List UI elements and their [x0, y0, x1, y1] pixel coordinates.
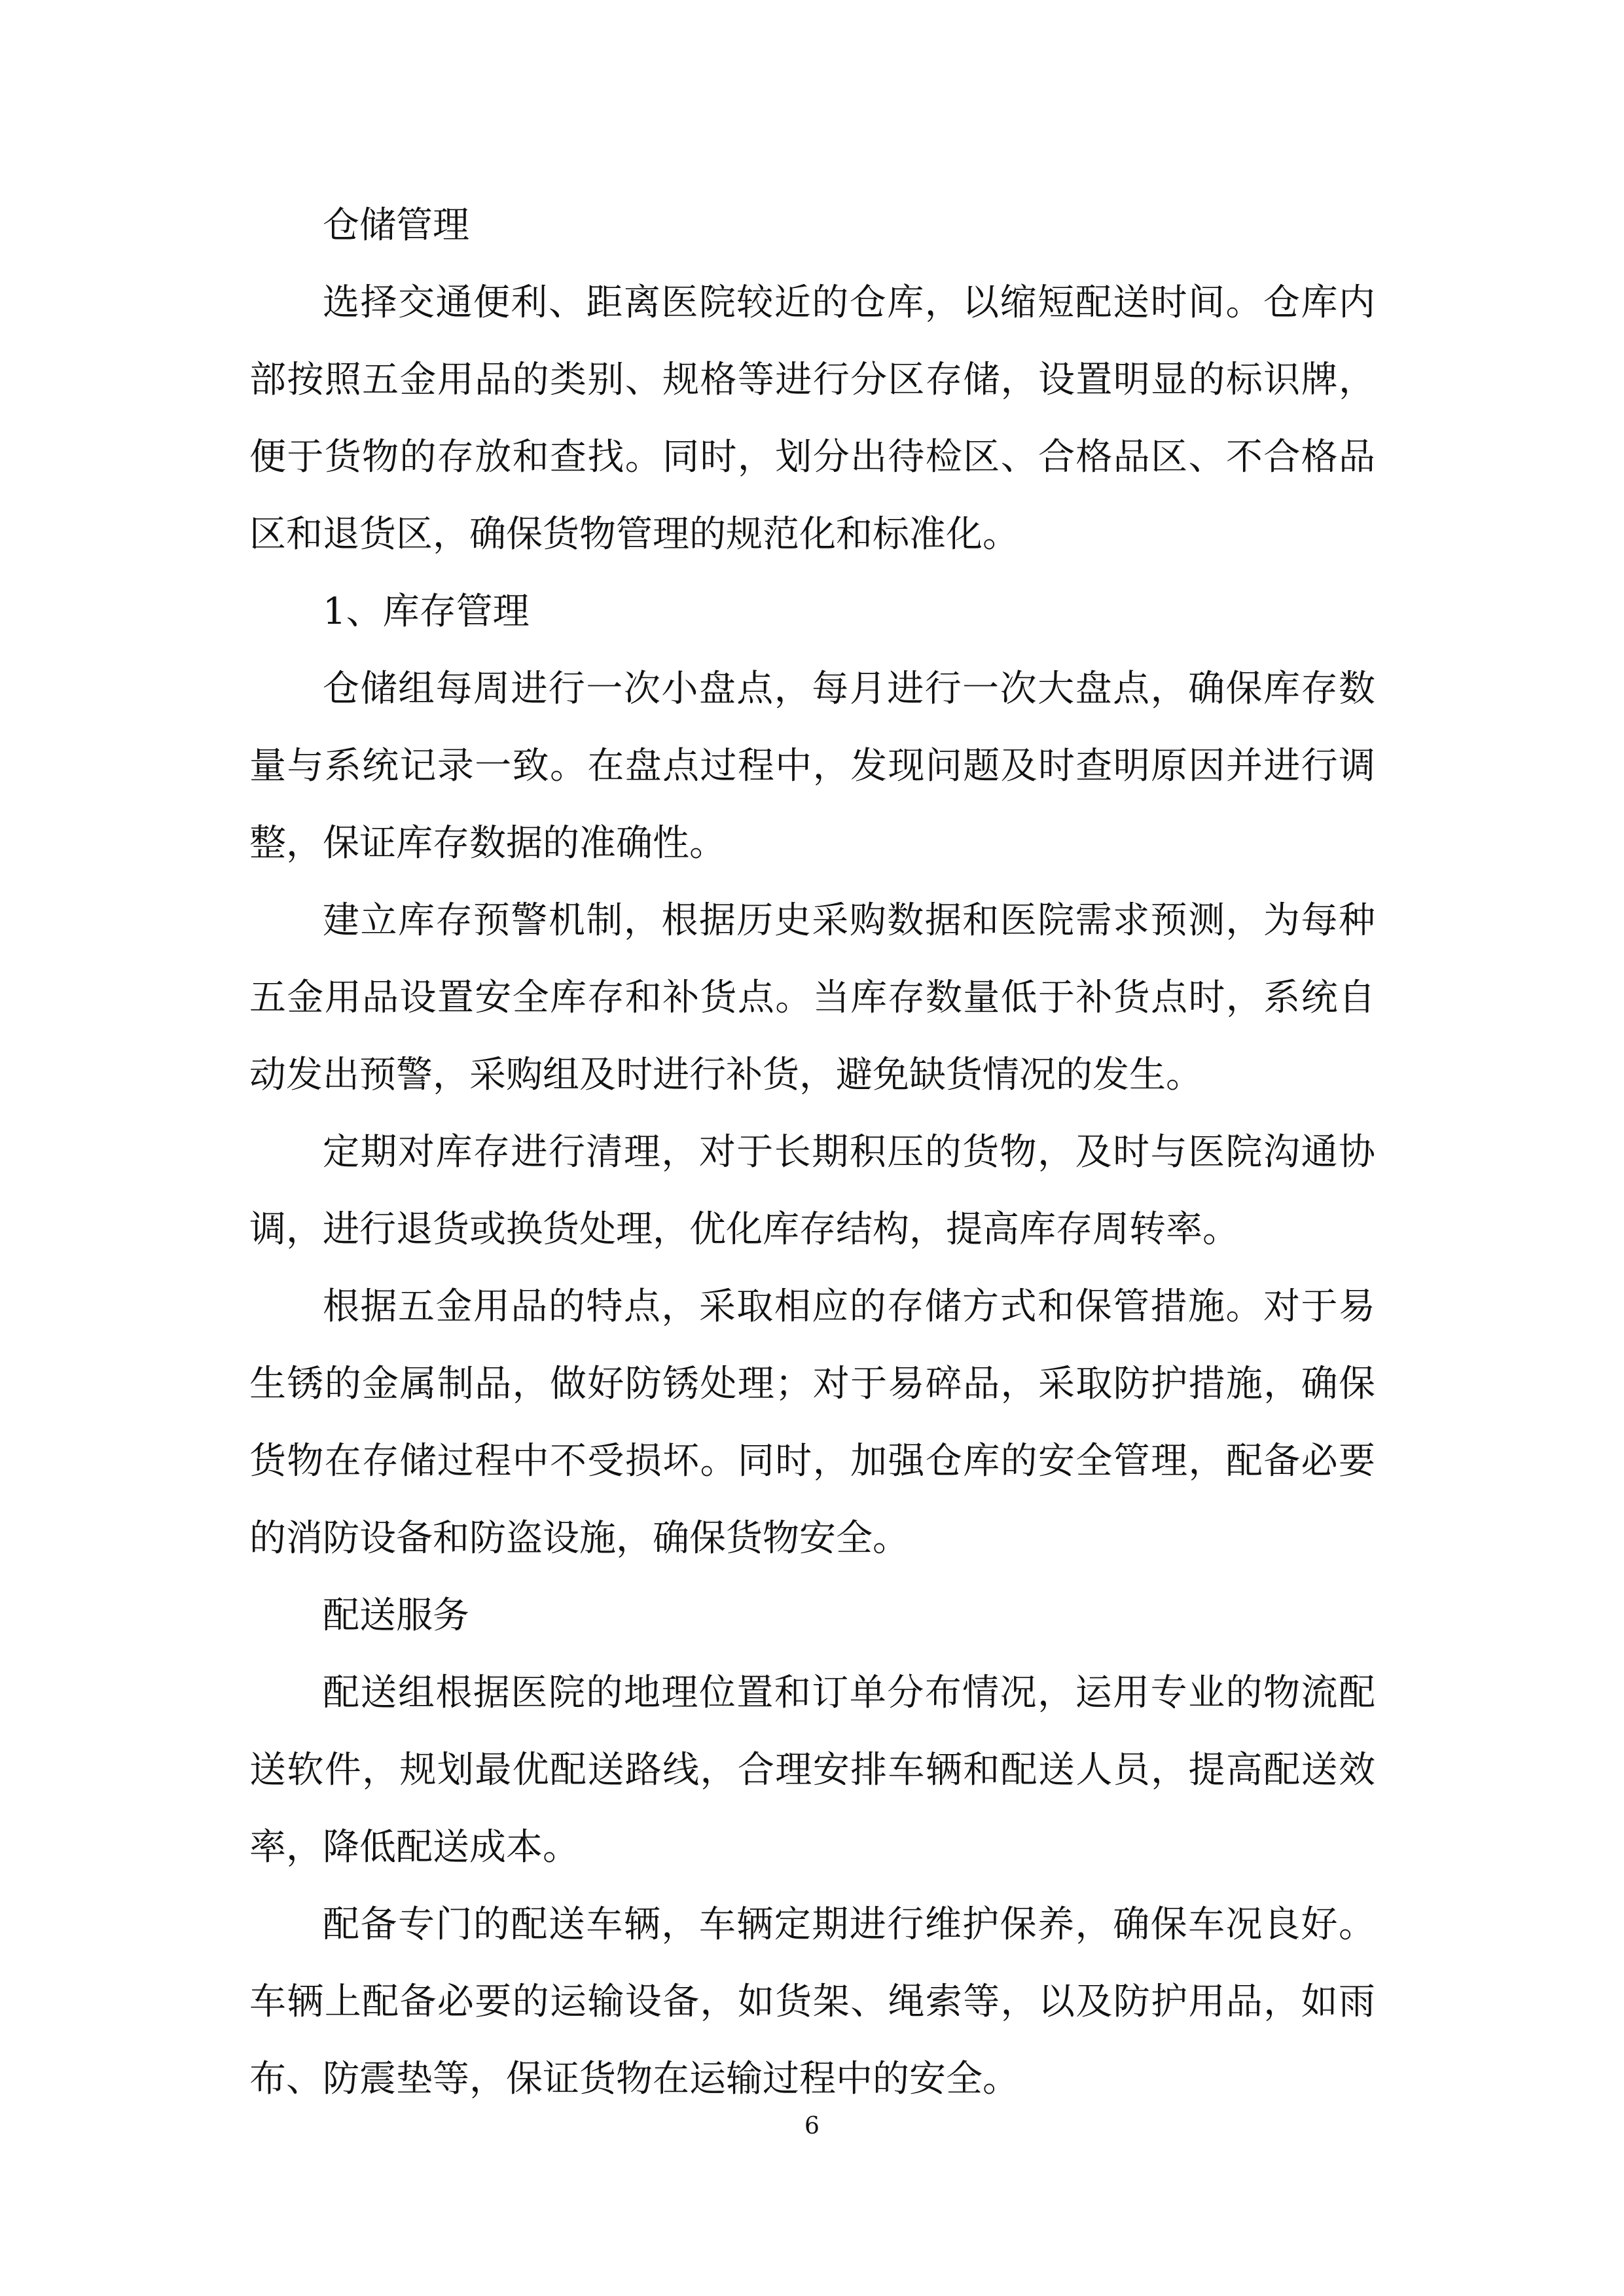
heading-inventory-management: 1、库存管理 [323, 590, 530, 633]
page-number: 6 [804, 2113, 820, 2140]
paragraph: 选择交通便利、距离医院较近的仓库，以缩短配送时间。仓库内部按照五金用品的类别、规格等进行分区存储，设置明显的标识牌，便于货物的存放和查找。同时，划分出待检区、合格品区、不合格品区和退货区，确保货物管理的规范化和标准化。 [249, 281, 1375, 556]
paragraph: 建立库存预警机制，根据历史采购数据和医院需求预测，为每种五金用品设置安全库存和补货点。当库存数量低于补货点时，系统自动发出预警，采购组及时进行补货，避免缺货情况的发生。 [249, 899, 1375, 1096]
paragraph: 仓储组每周进行一次小盘点，每月进行一次大盘点，确保库存数量与系统记录一致。在盘点过程中，发现问题及时查明原因并进行调整，保证库存数据的准确性。 [249, 668, 1375, 865]
paragraph: 定期对库存进行清理，对于长期积压的货物，及时与医院沟通协调，进行退货或换货处理，优化库存结构，提高库存周转率。 [249, 1131, 1375, 1251]
heading-warehouse-management: 仓储管理 [323, 204, 469, 247]
heading-delivery-service: 配送服务 [323, 1594, 469, 1637]
paragraph: 根据五金用品的特点，采取相应的存储方式和保管措施。对于易生锈的金属制品，做好防锈处理；对于易碎品，采取防护措施，确保货物在存储过程中不受损坏。同时，加强仓库的安全管理，配备必要的消防设备和防盗设施，确保货物安全。 [249, 1285, 1375, 1560]
paragraph: 配送组根据医院的地理位置和订单分布情况，运用专业的物流配送软件，规划最优配送路线，合理安排车辆和配送人员，提高配送效率，降低配送成本。 [249, 1672, 1375, 1869]
paragraph: 配备专门的配送车辆，车辆定期进行维护保养，确保车况良好。车辆上配备必要的运输设备，如货架、绳索等，以及防护用品，如雨布、防震垫等，保证货物在运输过程中的安全。 [249, 1903, 1375, 2100]
body-text [249, 187, 1375, 2118]
